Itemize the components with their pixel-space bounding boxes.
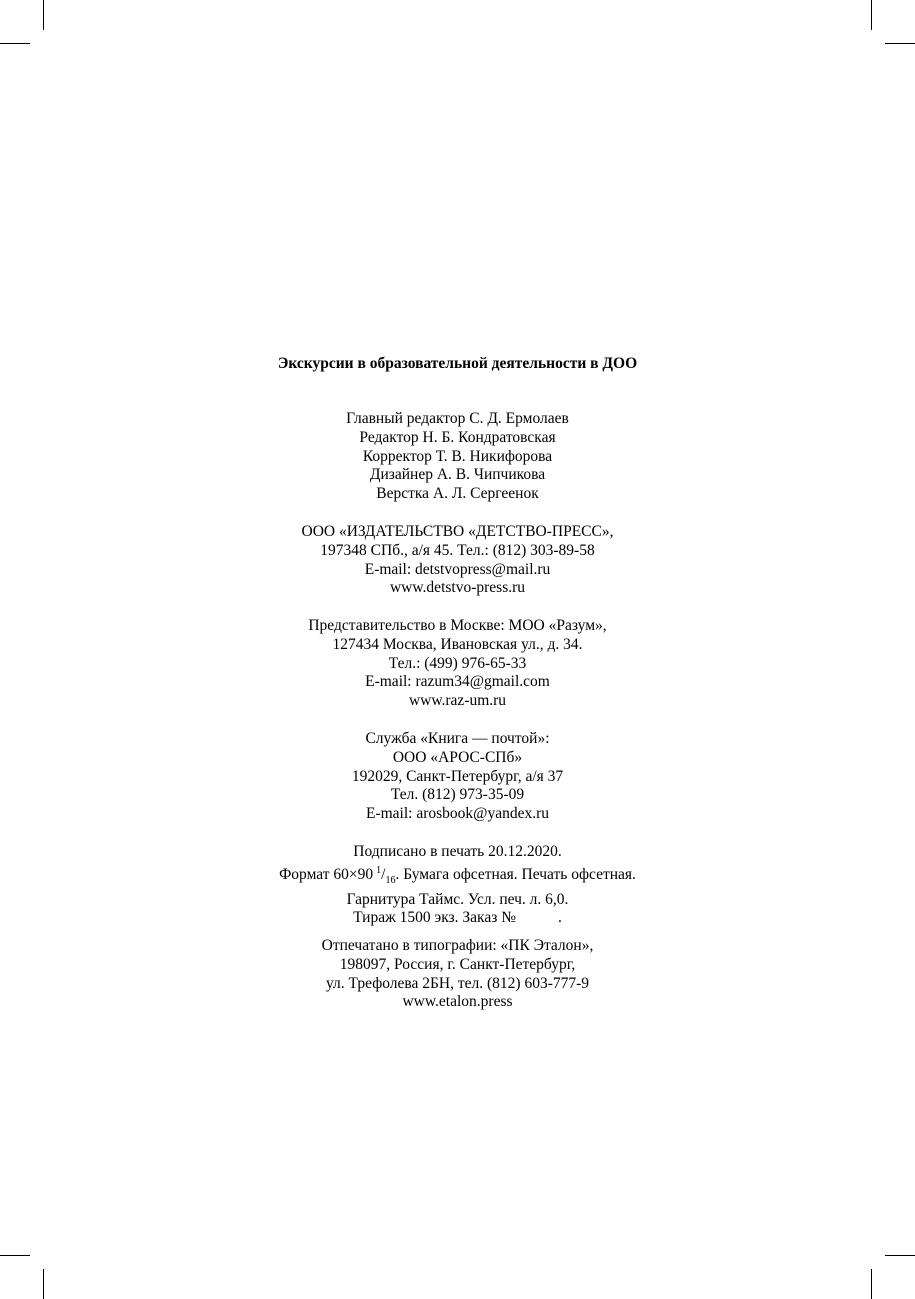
print-specifications: [0, 843, 915, 928]
crop-mark-top-right-vertical: [871, 0, 872, 30]
staff-credits: [0, 410, 915, 504]
book-title-text: Экскурсии в образовательной деятельности в ДОО: [277, 355, 638, 372]
mail-service-email: E-mail: arosbook@yandex.ru: [365, 805, 549, 823]
format-suffix: . Бумага офсетная. Печать офсетная.: [395, 865, 636, 883]
crop-mark-bottom-left-horizontal: [0, 1255, 30, 1256]
credit-designer: Дизайнер А. В. Чипчикова: [369, 466, 546, 484]
credit-chief-editor: Главный редактор С. Д. Ермолаев: [346, 410, 569, 427]
mail-service-address: 192029, Санкт-Петербург, а/я 37: [351, 767, 564, 785]
book-title: [0, 355, 915, 374]
credit-layout: Верстка А. Л. Сергеенок: [376, 485, 539, 503]
credit-proofreader: Корректор Т. В. Никифорова: [362, 447, 553, 465]
credit-editor: Редактор Н. Б. Кондратовская: [359, 428, 556, 446]
crop-mark-top-left-horizontal: [0, 43, 30, 44]
format-line: [0, 862, 915, 891]
moscow-office-website: www.raz-um.ru: [408, 692, 507, 710]
publisher-info: [0, 523, 915, 598]
mail-order-service-info: [0, 730, 915, 824]
moscow-office-info: [0, 617, 915, 711]
publisher-website: www.detstvo-press.ru: [389, 579, 526, 597]
mail-service-phone: Тел. (812) 973-35-09: [390, 786, 525, 804]
circulation-text: Тираж 1500 экз. Заказ №: [353, 909, 517, 927]
publisher-name: ООО «ИЗДАТЕЛЬСТВО «ДЕТСТВО-ПРЕСС»,: [301, 523, 614, 540]
signed-to-print: Подписано в печать 20.12.2020.: [353, 843, 562, 860]
moscow-office-name: Представительство в Москве: МОО «Разум»,: [308, 617, 607, 634]
crop-mark-top-right-horizontal: [885, 43, 915, 44]
moscow-office-phone: Тел.: (499) 976-65-33: [388, 654, 527, 672]
mail-service-heading: Служба «Книга — почтой»:: [365, 730, 550, 747]
format-denominator: 16: [385, 874, 396, 886]
circulation-line: [0, 909, 915, 928]
printer-info: [0, 937, 915, 1012]
printer-website: www.etalon.press: [402, 993, 513, 1011]
publisher-address: 197348 СПб., а/я 45. Тел.: (812) 303-89-58: [320, 541, 595, 559]
format-numerator: 1: [376, 864, 382, 876]
typeface-line: Гарнитура Таймс. Усл. печ. л. 6,0.: [346, 890, 569, 908]
printer-name: Отпечатано в типографии: «ПК Эталон»,: [321, 937, 594, 954]
crop-mark-bottom-right-vertical: [871, 1269, 872, 1299]
printer-address-phone: ул. Трефолева 2БН, тел. (812) 603-777-9: [325, 974, 590, 992]
publisher-email: E-mail: detstvopress@mail.ru: [364, 560, 551, 578]
crop-mark-top-left-vertical: [43, 0, 44, 30]
crop-mark-bottom-left-vertical: [43, 1269, 44, 1299]
moscow-office-address: 127434 Москва, Ивановская ул., д. 34.: [332, 635, 583, 653]
moscow-office-email: E-mail: razum34@gmail.com: [365, 673, 550, 691]
format-prefix: Формат 60×90: [279, 865, 374, 883]
printer-city: 198097, Россия, г. Санкт-Петербург,: [339, 955, 576, 973]
crop-mark-bottom-right-horizontal: [885, 1255, 915, 1256]
circulation-end: .: [558, 909, 562, 927]
format-slash: /: [381, 865, 386, 883]
mail-service-company: ООО «АРОС-СПб»: [392, 748, 523, 766]
